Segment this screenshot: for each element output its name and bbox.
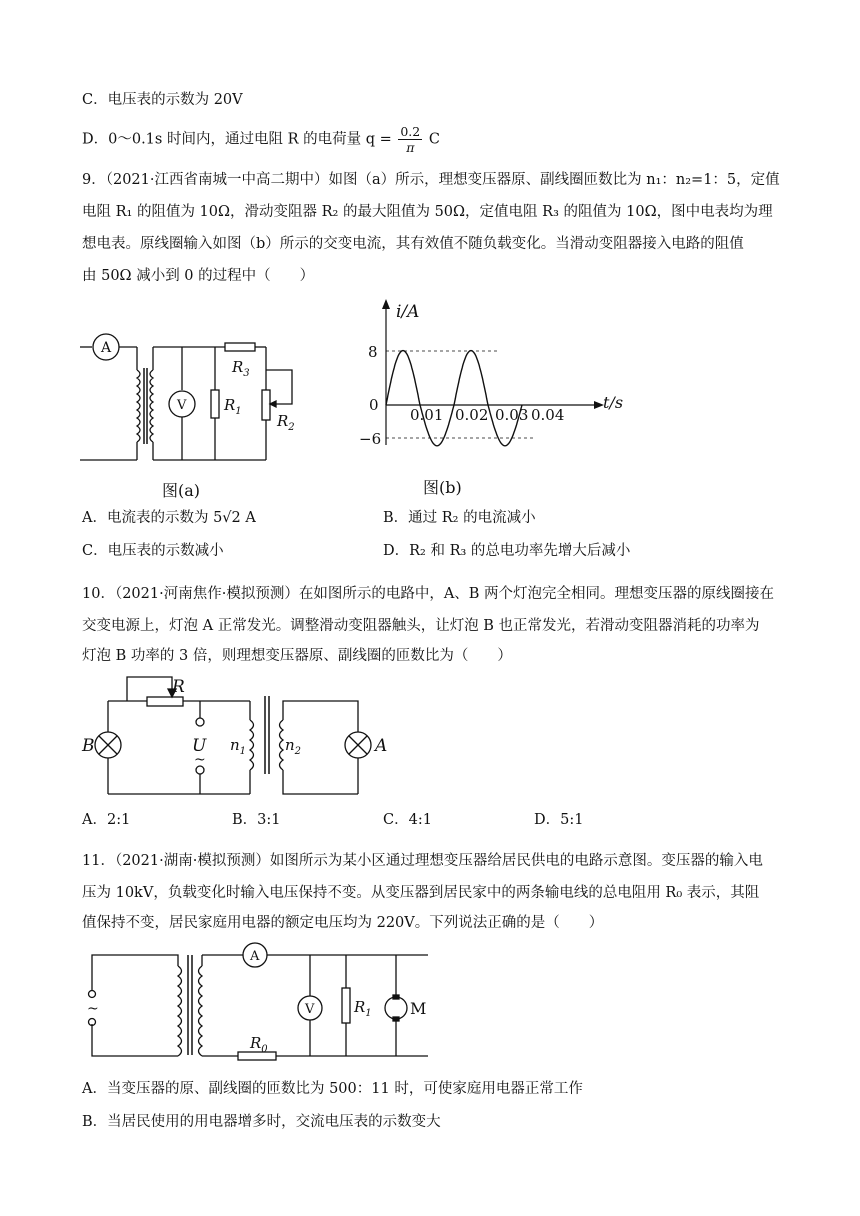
y-tick-max: 8	[368, 343, 378, 361]
q8-option-d-text: D．0～0.1s 时间内，通过电阻 R 的电荷量 q =	[82, 131, 392, 148]
ammeter-label: A	[101, 340, 112, 356]
primary-coil	[137, 370, 140, 442]
q11-r0-label: $R_0$	[250, 1034, 268, 1055]
q10-circuit	[80, 670, 388, 800]
q9-option-c: C．电压表的示数减小	[82, 543, 224, 559]
b-label: B	[82, 736, 95, 756]
ac-tilde: ~	[194, 752, 206, 768]
q11-r1-label: $R_1$	[354, 998, 372, 1019]
q10-option-a: A．2:1	[82, 812, 131, 828]
figure-b-graph	[355, 295, 625, 505]
q11-primary-coil	[178, 966, 182, 1056]
figure-b-caption: 图(b)	[423, 478, 462, 497]
fraction-denominator: π	[406, 140, 415, 155]
q10-stem-line: 10．（2021·河南焦作·模拟预测）在如图所示的电路中，A、B 两个灯泡完全相同。理想变压器的原线圈接在	[82, 586, 775, 602]
q9-option-a: A．电流表的示数为 5√2 A	[82, 510, 256, 526]
q11-circuit	[80, 940, 440, 1070]
q10-secondary-coil	[280, 720, 284, 770]
n2-label: $n_2$	[285, 736, 302, 757]
resistor-r3	[225, 343, 255, 351]
figure-a-caption: 图(a)	[162, 481, 201, 500]
q11-option-a: A．当变压器的原、副线圈的匝数比为 500：11 时，可使家庭用电器正常工作	[82, 1081, 583, 1097]
origin-label: 0	[369, 396, 379, 414]
q11-ac-tilde: ~	[87, 1001, 99, 1017]
q10-stem-line: 灯泡 B 功率的 3 倍，则理想变压器原、副线圈的匝数比为（ ）	[82, 648, 512, 664]
q10-option-b: B．3:1	[232, 812, 281, 828]
r3-label: $R_3$	[232, 358, 250, 379]
x-tick-4: 0.04	[531, 406, 565, 424]
current-waveform	[386, 351, 522, 446]
r1-label: $R_1$	[224, 396, 242, 417]
q9-option-d: D．R₂ 和 R₃ 的总电功率先增大后减小	[383, 543, 631, 559]
x-tick-3: 0.03	[495, 406, 529, 424]
n1-label: $n_1$	[230, 736, 247, 757]
q9-stem-line: 想电表。原线圈输入如图（b）所示的交变电流，其有效值不随负载变化。当滑动变阻器接入电路的阻值	[82, 236, 744, 252]
charge-fraction	[398, 124, 422, 155]
q9-stem-line: 由 50Ω 减小到 0 的过程中（ ）	[82, 268, 315, 284]
q11-option-b: B．当居民使用的用电器增多时，交流电压表的示数变大	[82, 1114, 441, 1130]
rheostat-r	[147, 697, 183, 706]
q8-option-c: C．电压表的示数为 20V	[82, 92, 243, 108]
q10-primary-coil	[250, 720, 254, 770]
terminal-top	[196, 718, 204, 726]
r2-label: $R_2$	[277, 412, 295, 433]
motor-symbol	[385, 997, 407, 1019]
q11-voltmeter-label: V	[305, 1002, 315, 1017]
q9-option-b: B．通过 R₂ 的电流减小	[383, 510, 536, 526]
secondary-coil	[150, 370, 153, 442]
q10-option-c: C．4:1	[383, 812, 432, 828]
q9-stem-line: 9．（2021·江西省南城一中高二期中）如图（a）所示，理想变压器原、副线圈匝数比为 n₁：n₂=1：5，定值	[82, 172, 780, 188]
q11-secondary-coil	[199, 966, 203, 1056]
q11-terminal-top	[89, 991, 96, 998]
resistor-r0	[238, 1052, 276, 1060]
y-tick-min: −6	[359, 430, 382, 448]
q11-resistor-r1	[342, 988, 350, 1023]
q10-option-d: D．5:1	[534, 812, 584, 828]
q11-stem-line: 压为 10kV，负载变化时输入电压保持不变。从变压器到居民家中的两条输电线的总电阻用 R₀ 表示，其阻	[82, 885, 760, 901]
voltmeter-label: V	[177, 398, 187, 413]
motor-label: M	[410, 999, 427, 1018]
x-axis-label: t/s	[603, 393, 624, 412]
x-tick-2: 0.02	[455, 406, 489, 424]
q11-stem-line: 值保持不变，居民家庭用电器的额定电压均为 220V。下列说法正确的是（ ）	[82, 915, 604, 931]
q8-option-d-unit: C	[428, 131, 440, 148]
q11-stem-line: 11．（2021·湖南·模拟预测）如图所示为某小区通过理想变压器给居民供电的电路示意图。变压器的输入电	[82, 853, 763, 869]
figure-a-circuit	[80, 330, 380, 505]
q8-option-d	[82, 124, 440, 155]
a-label: A	[375, 736, 388, 756]
r-label: R	[172, 677, 185, 697]
q9-stem-line: 电阻 R₁ 的阻值为 10Ω，滑动变阻器 R₂ 的最大阻值为 50Ω，定值电阻 R₃ 的阻值为 10Ω，图中电表均为理	[82, 204, 773, 220]
y-axis-label: i/A	[396, 302, 420, 322]
q11-ammeter-label: A	[250, 949, 260, 964]
resistor-r1	[211, 390, 219, 418]
fraction-numerator: 0.2	[400, 124, 421, 139]
q10-stem-line: 交变电源上，灯泡 A 正常发光。调整滑动变阻器触头，让灯泡 B 也正常发光，若滑动变阻器消耗的功率为	[82, 618, 760, 634]
rheostat-r2	[262, 390, 270, 420]
x-tick-1: 0.01	[410, 406, 444, 424]
u-label: U	[192, 736, 207, 756]
